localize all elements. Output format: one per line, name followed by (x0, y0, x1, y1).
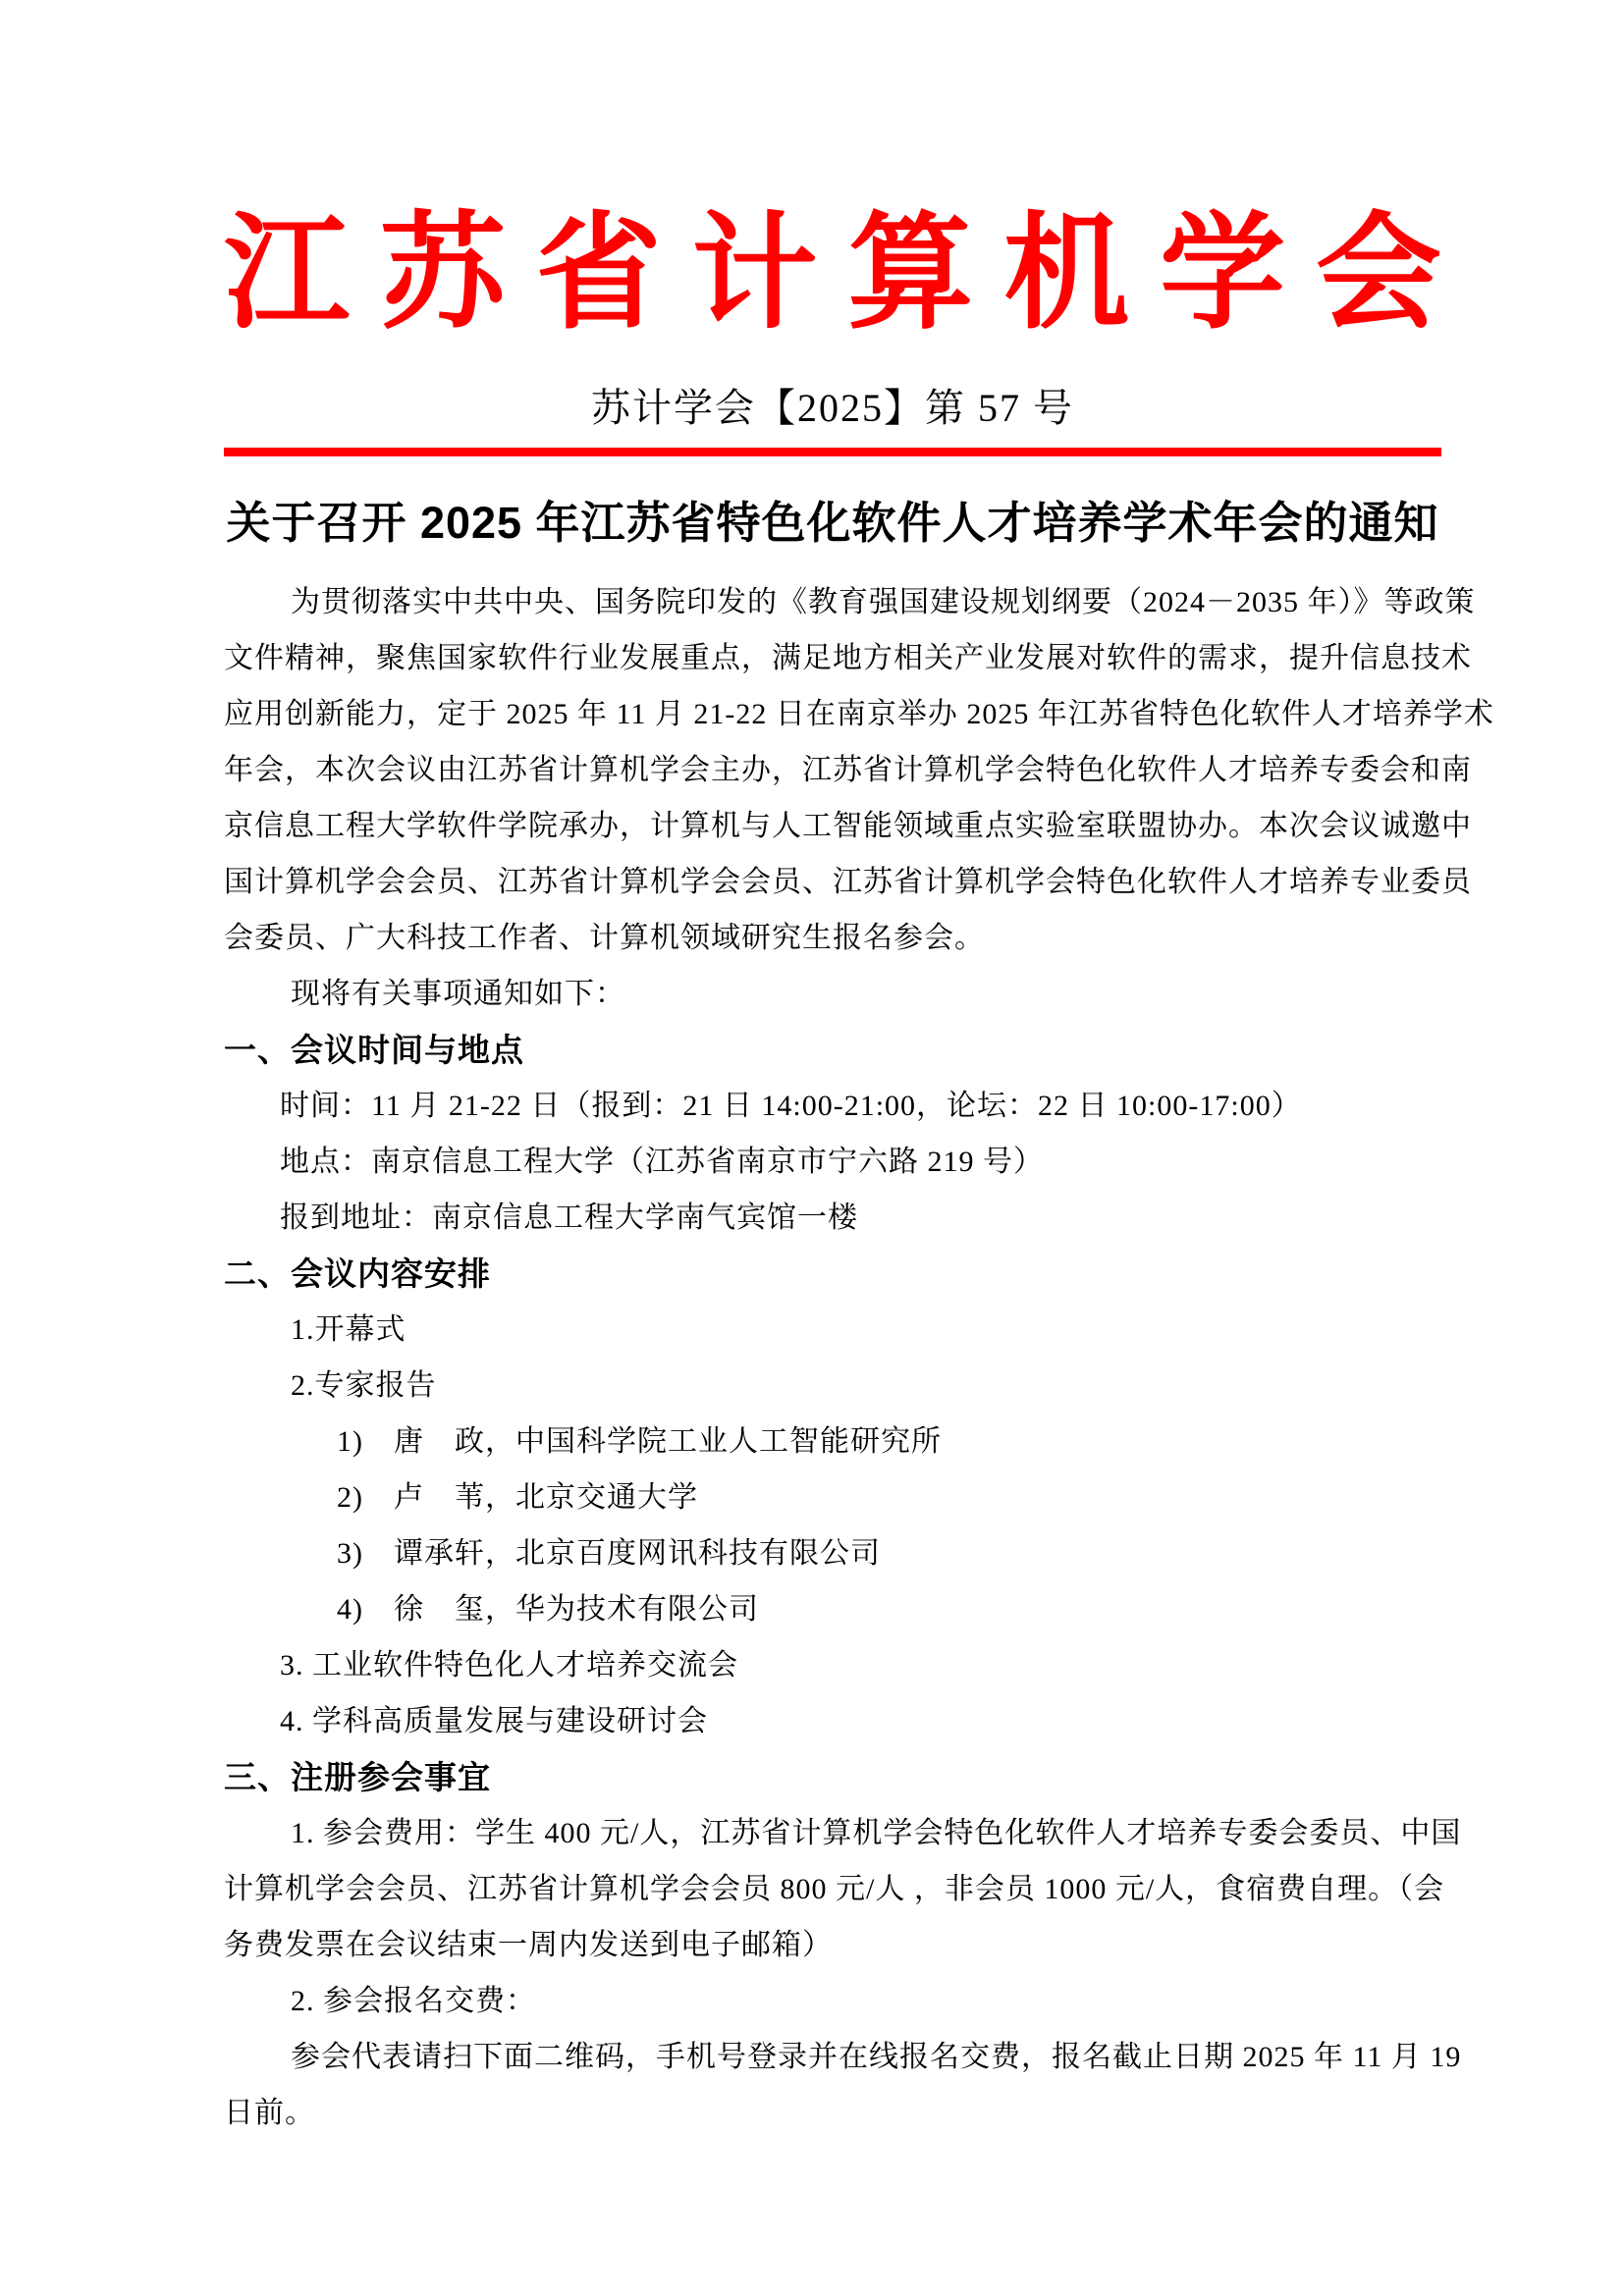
text-line: 2) 卢 苇，北京交通大学 (337, 1480, 698, 1514)
org-title: 江苏省计算机学会 (224, 204, 1441, 344)
text-line: 年会，本次会议由江苏省计算机学会主办，江苏省计算机学会特色化软件人才培养专委会和南 (224, 753, 1472, 786)
text-line: 会委员、广大科技工作者、计算机领域研究生报名参会。 (224, 921, 985, 954)
text-line: 计算机学会会员、江苏省计算机学会会员 800 元/人 ，非会员 1000 元/人，食宿费自理。（会 (224, 1872, 1445, 1905)
text-line: 2. 参会报名交费： (291, 1984, 536, 2017)
text-line: 3. 工业软件特色化人才培养交流会 (280, 1648, 738, 1682)
text-line: 京信息工程大学软件学院承办，计算机与人工智能领域重点实验室联盟协办。本次会议诚邀中 (224, 809, 1472, 842)
text-line: 应用创新能力，定于 2025 年 11 月 21-22 日在南京举办 2025 年江苏省特色化软件人才培养学术 (224, 697, 1494, 730)
text-line: 3) 谭承轩，北京百度网讯科技有限公司 (337, 1536, 881, 1570)
text-line: 地点：南京信息工程大学（江苏省南京市宁六路 219 号） (280, 1145, 1044, 1178)
text-line: 4. 学科高质量发展与建设研讨会 (280, 1704, 708, 1737)
document-content (224, 0, 1494, 2141)
text-line: 文件精神，聚焦国家软件行业发展重点，满足地方相关产业发展对软件的需求，提升信息技术 (224, 641, 1472, 674)
text-line: 现将有关事项通知如下： (291, 977, 625, 1010)
text-line: 4) 徐 玺，华为技术有限公司 (337, 1592, 759, 1626)
text-line: 1.开幕式 (291, 1312, 406, 1346)
text-line: 1) 唐 政，中国科学院工业人工智能研究所 (337, 1424, 942, 1458)
text-line: 务费发票在会议结束一周内发送到电子邮箱） (224, 1928, 833, 1961)
text-line: 为贯彻落实中共中央、国务院印发的《教育强国建设规划纲要（2024－2035 年）》等政策 (291, 585, 1476, 618)
text-line: 报到地址：南京信息工程大学南气宾馆一楼 (280, 1201, 858, 1234)
section-heading: 一、会议时间与地点 (224, 1031, 524, 1068)
notice-title: 关于召开 2025 年江苏省特色化软件人才培养学术年会的通知 (226, 497, 1439, 548)
text-line: 日前。 (224, 2096, 315, 2129)
section-heading: 二、会议内容安排 (224, 1255, 491, 1292)
text-line: 1. 参会费用：学生 400 元/人，江苏省计算机学会特色化软件人才培养专委会委员、中国 (291, 1816, 1462, 1849)
text-line: 2.专家报告 (291, 1368, 437, 1402)
doc-number: 苏计学会【2025】第 57 号 (591, 385, 1074, 430)
text-line: 参会代表请扫下面二维码，手机号登录并在线报名交费，报名截止日期 2025 年 11 月 19 (291, 2040, 1462, 2073)
section-heading: 三、注册参会事宜 (224, 1758, 491, 1795)
notice-body (224, 574, 1494, 2141)
red-divider-line (224, 448, 1441, 456)
text-line: 时间：11 月 21-22 日（报到：21 日 14:00-21:00，论坛：22 日 10:00-17:00） (280, 1089, 1302, 1122)
text-line: 国计算机学会会员、江苏省计算机学会会员、江苏省计算机学会特色化软件人才培养专业委员 (224, 865, 1472, 898)
